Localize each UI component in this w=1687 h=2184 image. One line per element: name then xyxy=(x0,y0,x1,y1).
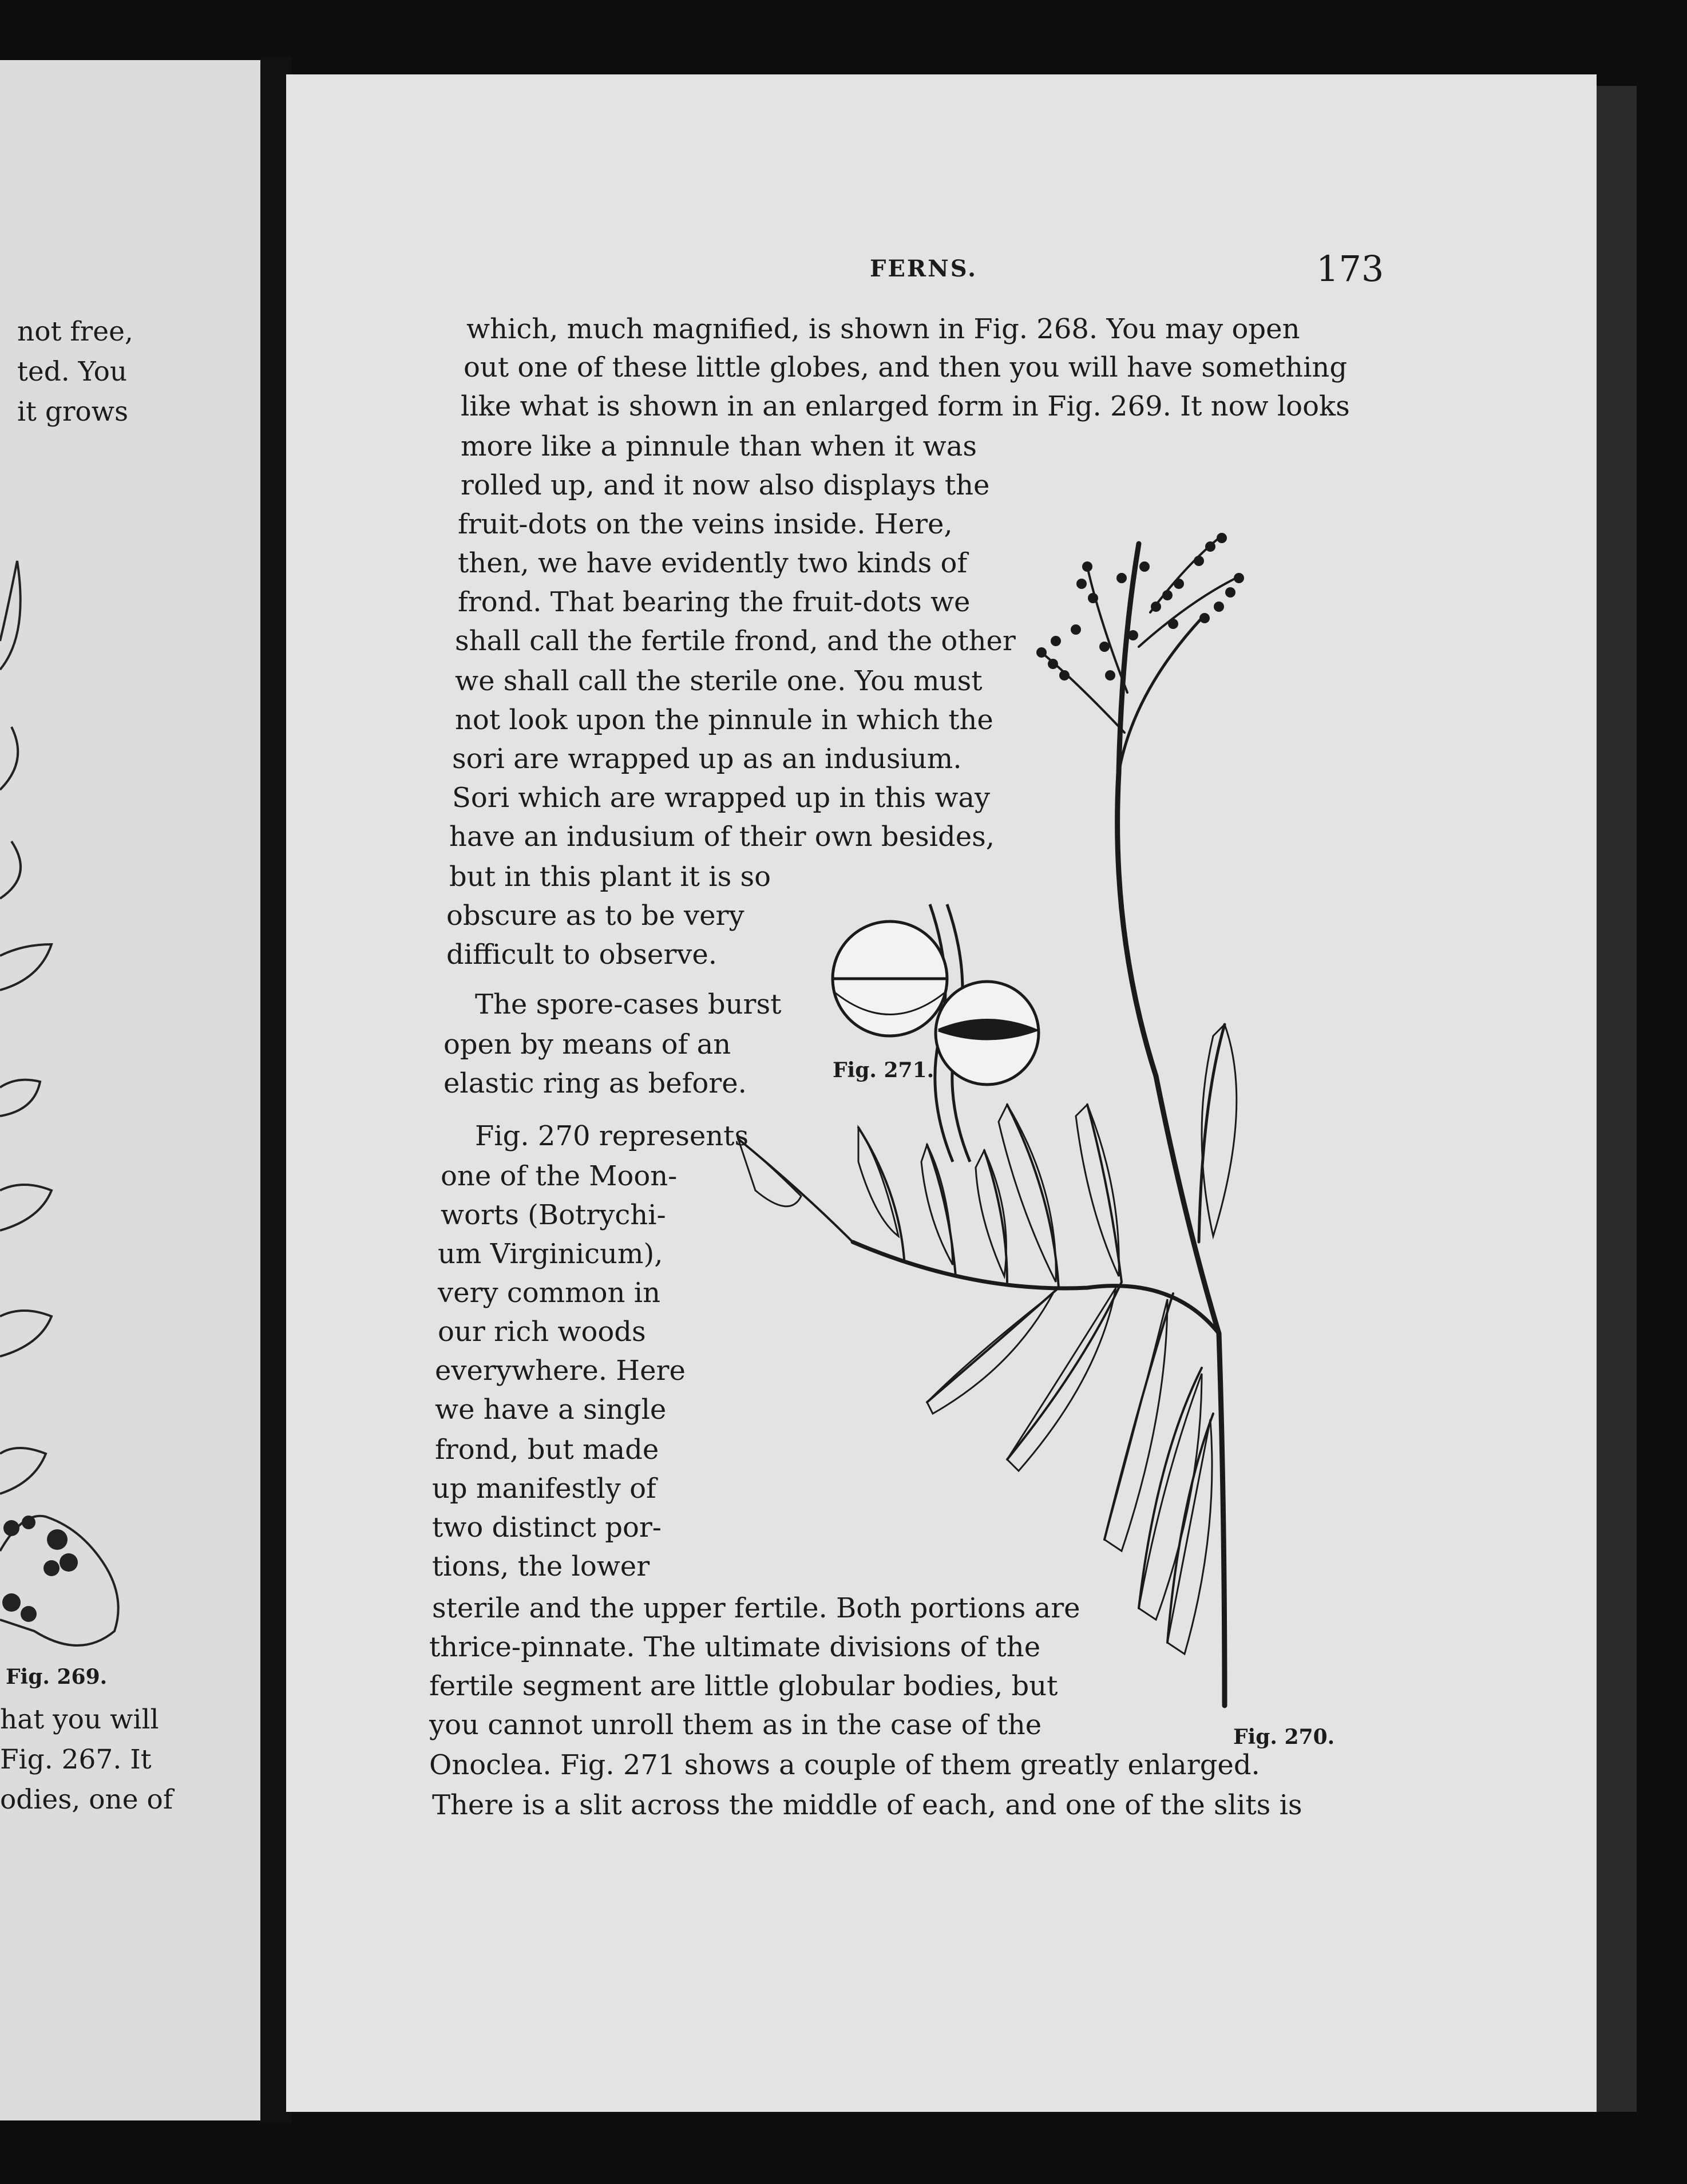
body-line: out one of these little globes, and then you will have something xyxy=(464,351,1348,383)
body-line: obscure as to be very xyxy=(446,900,745,932)
body-line: our rich woods xyxy=(438,1316,646,1348)
fig-271-caption: Fig. 271. xyxy=(833,1058,934,1082)
body-line: thrice-pinnate. The ultimate divisions of the xyxy=(429,1631,1041,1663)
body-line: shall call the fertile frond, and the other xyxy=(455,625,1016,657)
body-line: um Virginicum), xyxy=(438,1238,663,1270)
body-line: frond. That bearing the fruit-dots we xyxy=(458,586,971,618)
fig-269-leaf-illustration xyxy=(0,544,189,1717)
body-line: fertile segment are little globular bodies, but xyxy=(429,1670,1058,1702)
body-line: Fig. 270 represents xyxy=(475,1120,749,1152)
left-page-line: not free, xyxy=(17,316,133,347)
body-line: sori are wrapped up as an indusium. xyxy=(452,743,962,775)
body-line: fruit-dots on the veins inside. Here, xyxy=(458,508,953,540)
running-head: FERNS. xyxy=(870,255,978,282)
body-line: one of the Moon- xyxy=(441,1160,678,1192)
body-line: then, we have evidently two kinds of xyxy=(458,547,968,579)
page-number: 173 xyxy=(1316,248,1384,290)
body-line: The spore-cases burst xyxy=(475,988,782,1020)
body-line: Onoclea. Fig. 271 shows a couple of them greatly enlarged. xyxy=(429,1749,1260,1781)
body-line: you cannot unroll them as in the case of the xyxy=(429,1709,1042,1741)
body-line: very common in xyxy=(438,1277,660,1309)
body-line: rolled up, and it now also displays the xyxy=(461,469,990,501)
left-page-line: ted. You xyxy=(17,356,128,387)
body-line: which, much magnified, is shown in Fig. 268. You may open xyxy=(466,313,1300,345)
body-line: elastic ring as before. xyxy=(443,1067,747,1099)
body-line: two distinct por- xyxy=(432,1512,662,1544)
body-line: up manifestly of xyxy=(432,1473,656,1505)
body-line: everywhere. Here xyxy=(435,1355,686,1387)
body-line: Sori which are wrapped up in this way xyxy=(452,782,991,814)
left-page-bottom-line: hat you will xyxy=(0,1704,159,1735)
body-line: difficult to observe. xyxy=(446,939,718,971)
body-line: There is a slit across the middle of each, and one of the slits is xyxy=(432,1789,1302,1821)
left-page-bottom-line: odies, one of xyxy=(0,1784,173,1815)
body-line: tions, the lower xyxy=(432,1550,650,1582)
body-line: worts (Botrychi- xyxy=(441,1199,666,1231)
body-line: have an indusium of their own besides, xyxy=(449,821,995,853)
body-line: but in this plant it is so xyxy=(449,861,771,893)
body-line: we have a single xyxy=(435,1394,667,1426)
body-line: we shall call the sterile one. You must xyxy=(455,665,983,697)
page-edge xyxy=(1597,86,1637,2112)
body-line: like what is shown in an enlarged form in Fig. 269. It now looks xyxy=(461,390,1350,422)
body-line: open by means of an xyxy=(443,1028,731,1061)
left-page-line: it grows xyxy=(17,396,129,428)
body-line: not look upon the pinnule in which the xyxy=(455,704,993,736)
body-line: frond, but made xyxy=(435,1434,659,1466)
fig-269-caption: Fig. 269. xyxy=(6,1665,108,1689)
body-line: sterile and the upper fertile. Both portions are xyxy=(432,1592,1080,1624)
body-line: more like a pinnule than when it was xyxy=(461,430,977,462)
fig-270-moonwort-frond xyxy=(687,475,1373,1751)
left-page-bottom-line: Fig. 267. It xyxy=(0,1744,152,1775)
fig-270-caption: Fig. 270. xyxy=(1233,1725,1335,1749)
